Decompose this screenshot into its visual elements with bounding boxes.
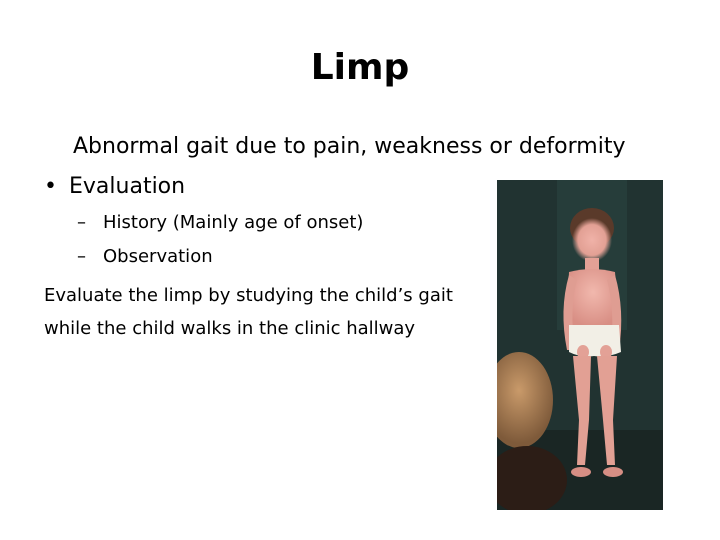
sub-item-label: History (Mainly age of onset) <box>103 212 364 233</box>
sub-item-history <box>77 212 363 233</box>
sub-marker: – <box>77 212 86 233</box>
sub-item-label: Observation <box>103 246 213 267</box>
bullet-marker: • <box>44 174 57 199</box>
bullet-label: Evaluation <box>69 174 186 199</box>
paragraph-line-2: while the child walks in the clinic hallway <box>44 318 416 339</box>
slide-title: Limp <box>310 47 410 88</box>
bullet-item-evaluation <box>44 174 185 199</box>
sub-marker: – <box>77 246 86 267</box>
intro-text: Abnormal gait due to pain, weakness or deformity <box>73 134 626 159</box>
child-photo-illustration <box>497 180 663 510</box>
child-photo <box>497 180 663 510</box>
sub-item-observation <box>77 246 213 267</box>
paragraph-line-1: Evaluate the limp by studying the child’s gait <box>44 285 453 306</box>
